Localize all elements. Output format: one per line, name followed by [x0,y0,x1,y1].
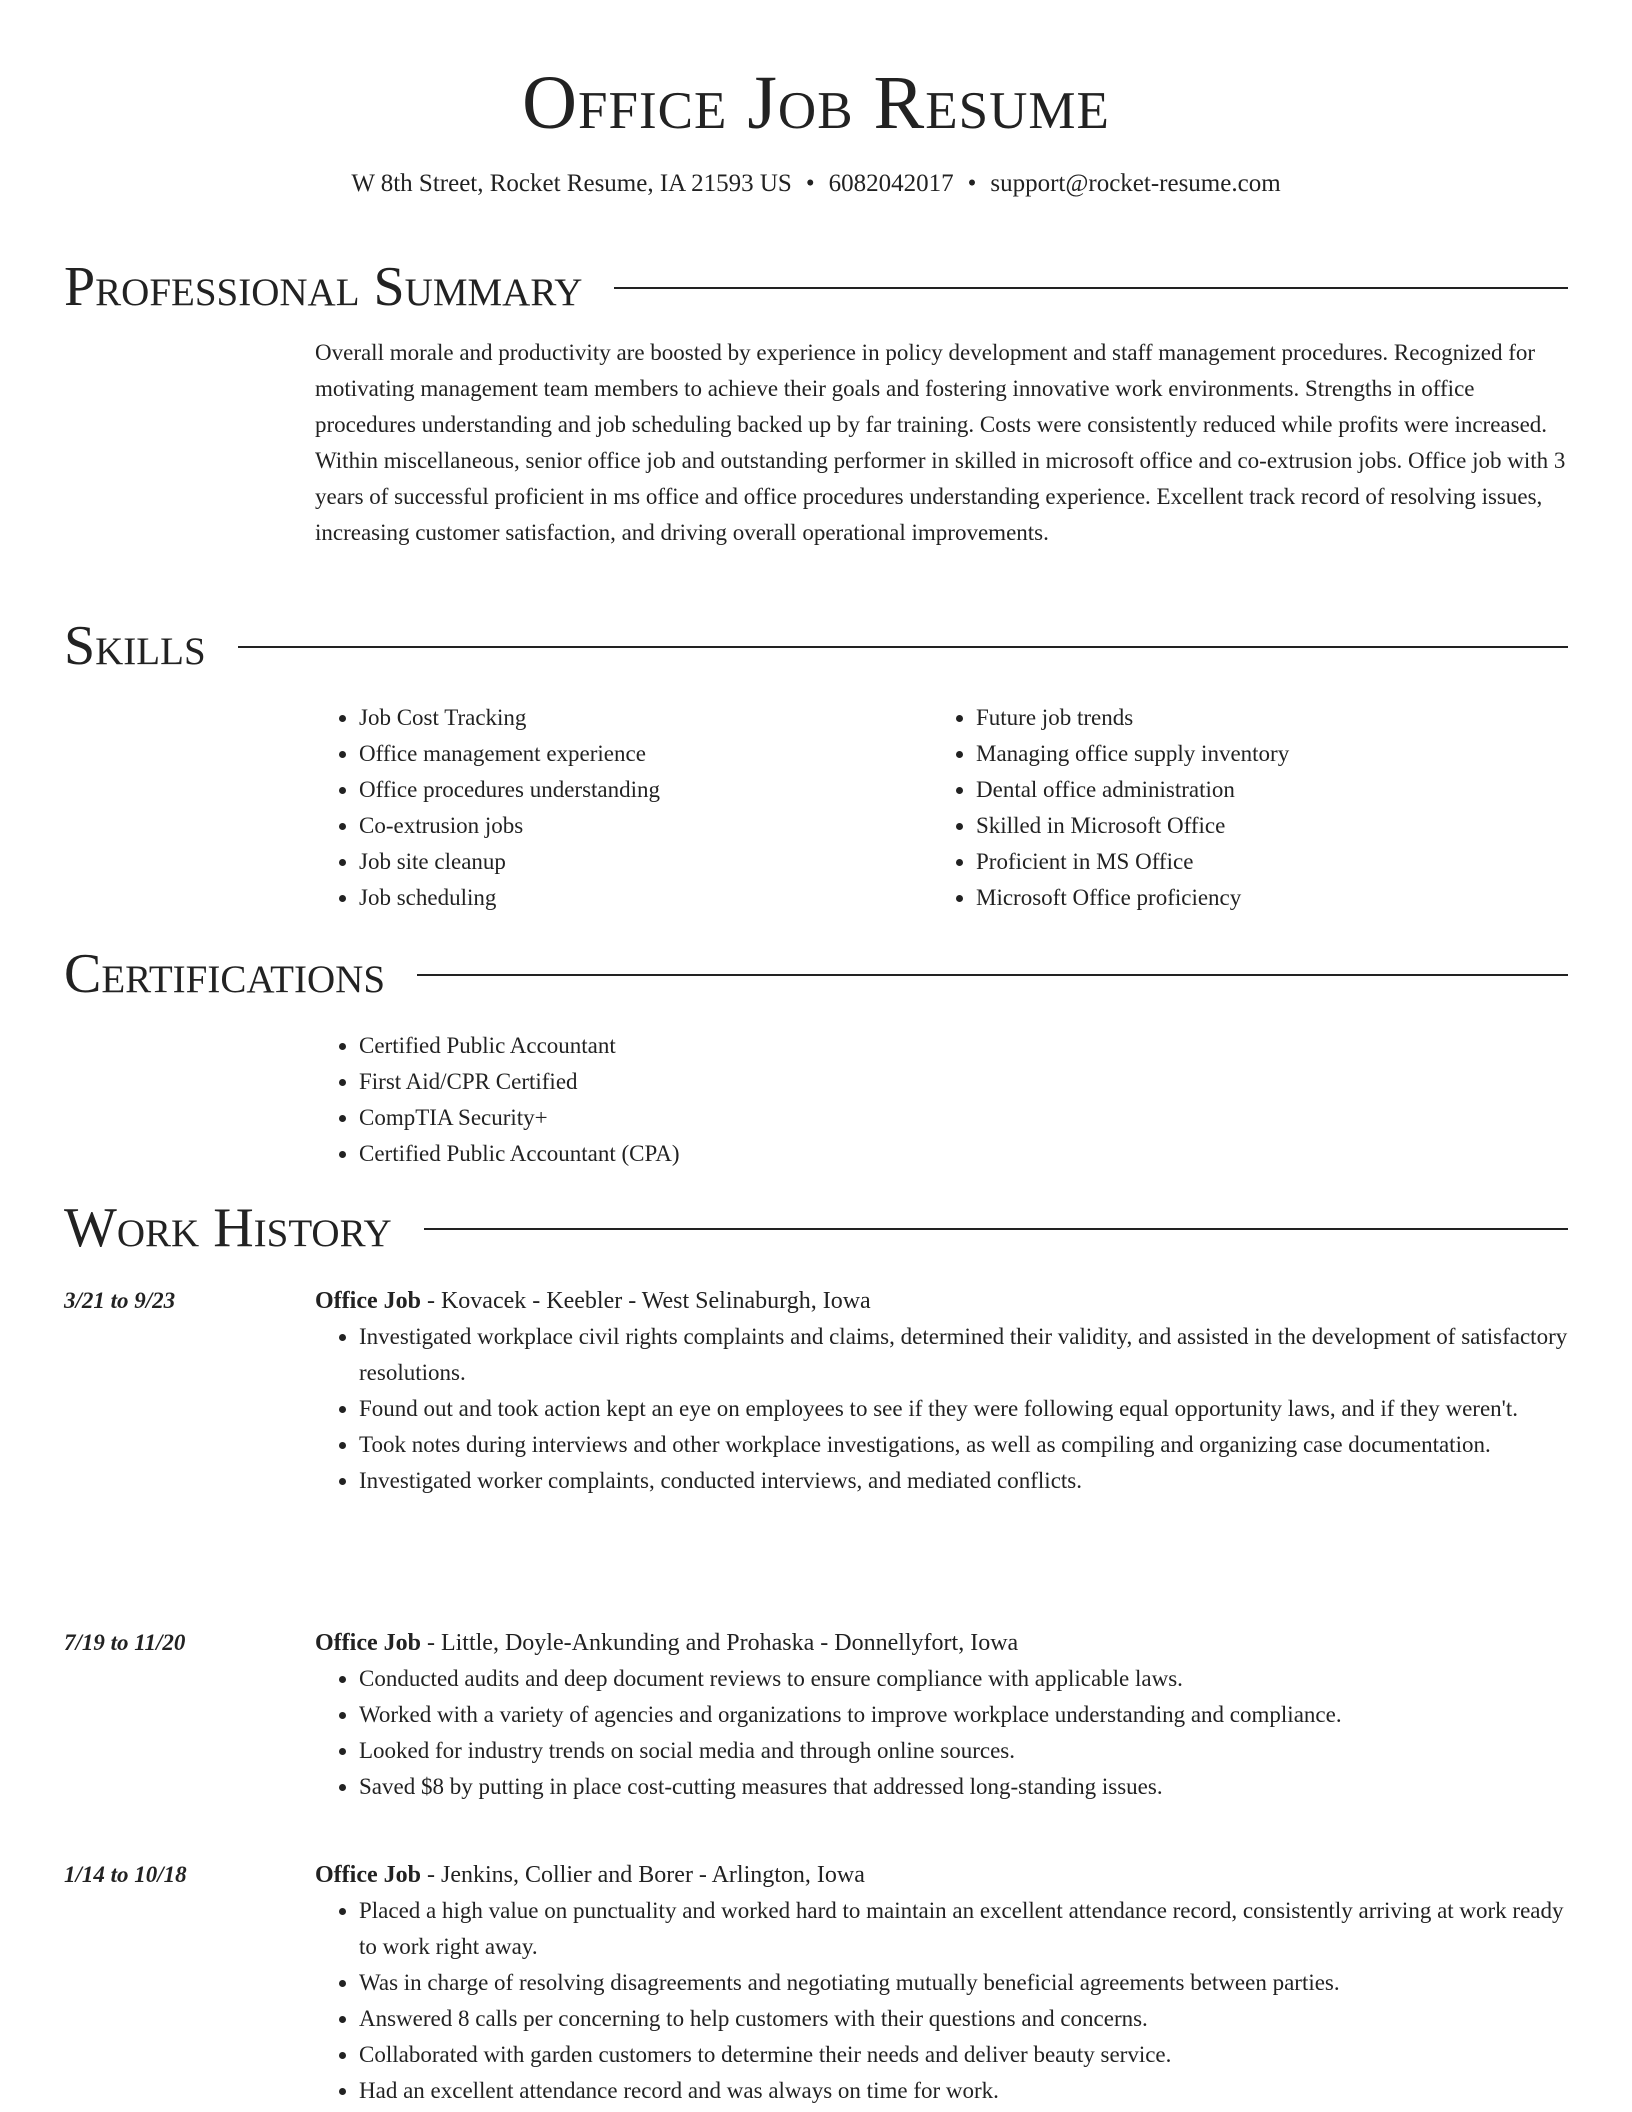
certifications-heading [64,942,1568,1006]
skills-heading [64,614,1568,678]
certifications-section [315,1028,1568,1172]
job-dates: 7/19 to 11/20 [64,1630,186,1655]
certification-item: • CompTIA Security+ [359,1100,1568,1136]
job-bullet: • Placed a high value on punctuality and worked hard to maintain an excellent attendance record, consistently arriving at work ready to work right away. [359,1893,1568,1965]
job-title: Office Job [315,1862,421,1888]
job-bullet: • Found out and took action kept an eye on employees to see if they were following equal opportunity laws, and if they weren't. [359,1391,1568,1427]
job-dates: 1/14 to 10/18 [64,1862,187,1887]
skills-section [315,700,1568,916]
resume-name: Office Job Resume [522,61,1110,145]
job-bullet: • Took notes during interviews and other workplace investigations, as well as compiling and organizing case documentation. [359,1427,1568,1463]
job-bullet: • Collaborated with garden customers to determine their needs and deliver beauty service. [359,2037,1568,2073]
contact-address: W 8th Street, Rocket Resume, IA 21593 US [351,170,792,197]
skill-item: • Office management experience [359,736,932,772]
job-title: Office Job [315,1288,421,1314]
contact-separator: • [805,170,815,197]
skill-item: • Job Cost Tracking [359,700,932,736]
certification-item: • Certified Public Accountant [359,1028,1568,1064]
section-divider [238,646,1568,648]
certification-item: • Certified Public Accountant (CPA) [359,1136,1568,1172]
skills-list-right [932,700,1549,916]
resume-header [0,58,1632,200]
section-divider [424,1228,1568,1230]
skill-item: • Job site cleanup [359,844,932,880]
section-divider [614,287,1568,289]
job-dates: 3/21 to 9/23 [64,1288,176,1313]
skill-item: • Office procedures understanding [359,772,932,808]
job-heading [315,1857,1568,1893]
job-employer: - Little, Doyle-Ankunding and Prohaska - Donnellyfort, Iowa [420,1630,1019,1656]
certification-item: • First Aid/CPR Certified [359,1064,1568,1100]
job-bullet: • Conducted audits and deep document reviews to ensure compliance with applicable laws. [359,1661,1568,1697]
skills-title: Skills [64,615,206,677]
skill-item: • Microsoft Office proficiency [976,880,1549,916]
skill-item: • Job scheduling [359,880,932,916]
skill-item: • Future job trends [976,700,1549,736]
skill-item: • Managing office supply inventory [976,736,1549,772]
job-bullet: • Looked for industry trends on social media and through online sources. [359,1733,1568,1769]
job-employer: - Kovacek - Keebler - West Selinaburgh, Iowa [420,1288,871,1314]
job-bullet: • Answered 8 calls per concerning to help customers with their questions and concerns. [359,2001,1568,2037]
job-bullets [315,1319,1568,1499]
skill-item: • Dental office administration [976,772,1549,808]
job-title: Office Job [315,1630,421,1656]
skill-item: • Proficient in MS Office [976,844,1549,880]
skill-item: • Skilled in Microsoft Office [976,808,1549,844]
job-bullet: • Had an excellent attendance record and was always on time for work. [359,2073,1568,2109]
skill-item: • Co-extrusion jobs [359,808,932,844]
job-entry [64,1857,1568,2109]
section-divider [417,974,1568,976]
job-heading [315,1625,1568,1661]
summary-heading [64,255,1568,319]
summary-text: Overall morale and productivity are boosted by experience in policy development and staff management procedures. Recognized for motivating management team members to achieve their goals and fostering innovative work environments. Strengths in office procedures understanding and job scheduling backed up by far training. Costs were consistently reduced while profits were increased. Within miscellaneous, senior office job and outstanding performer in skilled in microsoft office and co-extrusion jobs. Office job with 3 years of successful proficient in ms office and office procedures understanding experience. Excellent track record of resolving issues, increasing customer satisfaction, and driving overall operational improvements. [315,340,1566,545]
contact-phone: 6082042017 [828,170,954,197]
contact-line [0,168,1632,200]
job-employer: - Jenkins, Collier and Borer - Arlington, Iowa [420,1862,865,1888]
certifications-list [315,1028,1568,1172]
job-bullet: • Investigated workplace civil rights complaints and claims, determined their validity, and assisted in the development of satisfactory resolutions. [359,1319,1568,1391]
summary-section [315,335,1568,551]
job-bullet: • Was in charge of resolving disagreements and negotiating mutually beneficial agreements between parties. [359,1965,1568,2001]
contact-separator: • [967,170,977,197]
job-entry [64,1625,1568,1805]
job-bullet: • Investigated worker complaints, conducted interviews, and mediated conflicts. [359,1463,1568,1499]
work-history-title: Work History [64,1197,392,1259]
job-bullets [315,1661,1568,1805]
summary-title: Professional Summary [64,256,583,318]
job-bullets [315,1893,1568,2109]
job-heading [315,1283,1568,1319]
contact-email: support@rocket-resume.com [990,170,1281,197]
job-bullet: • Worked with a variety of agencies and organizations to improve workplace understanding and compliance. [359,1697,1568,1733]
skills-list-left [315,700,932,916]
job-entry [64,1283,1568,1499]
job-bullet: • Saved $8 by putting in place cost-cutting measures that addressed long-standing issues. [359,1769,1568,1805]
certifications-title: Certifications [64,943,386,1005]
work-history-heading [64,1196,1568,1260]
